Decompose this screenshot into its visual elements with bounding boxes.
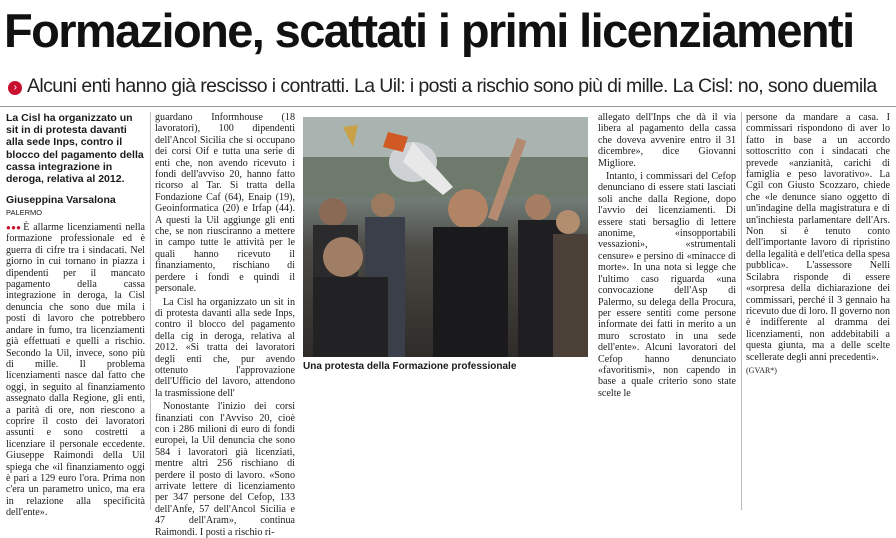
bullet-dots-icon: ●●● — [6, 223, 22, 233]
divider — [0, 106, 896, 107]
dateline: PALERMO — [6, 207, 43, 217]
paragraph: La Cisl ha organizzato un sit in di protesta davanti alla sede Inps, contro il blocco del pagamento della cig in deroga, relativa al 2012. «Si tratta dei lavoratori degli enti che, pur avendo ottenuto l'approvazione dell'Ufficio del lavoro, attendono la trasmissione dell' — [155, 296, 295, 399]
photo-caption: Una protesta della Formazione professionale — [303, 361, 517, 372]
protest-photo-art — [303, 117, 588, 357]
author-signature: (GVAR*) — [746, 365, 777, 375]
column-divider — [741, 112, 742, 510]
arrow-icon: › — [8, 81, 22, 95]
subhead — [8, 73, 888, 99]
paragraph: persone da mandare a casa. I commissari rispondono di aver lo fatto in base a un accordo sottoscritto con i sindacati che prevede «anzianità, carichi di famiglia e peso lavorativo». La Cgil con Giusto Scozzaro, chiede che «le denunce siano oggetto di un'indagine della magistratura e di un'inchiesta parlamentare dell'Ars. Non si è tenuto conto dell'importante lavoro di ripristino della legalità e dell'etica della spesa pubblica». L'assessore Nelli Scilabra risponde di essere «sorpresa della dichiarazione dei commissari, perché il 3 gennaio ha ricevuto due di loro. Il governo non è indifferente al dramma dei licenziamenti, non addebitabili a questa giunta, ma a delle scelte scellerate degli anni precedenti». — [746, 112, 890, 363]
paragraph: Nonostante l'inizio dei corsi finanziati con l'Avviso 20, cioè con i 286 milioni di euro di fondi europei, la Uil denuncia che sono 584 i lavoratori già licenziati, mentre altri 256 rischiano di perdere il posto di lavoro. «Sono arrivate lettere di licenziamento per 347 persone del Cefop, 133 dell'Anfe, 57 dell'Ancol Sicilia e 47 dell'Aram», continua Raimondi. I posti a rischio ri- — [155, 401, 295, 538]
paragraph: guardano Informhouse (18 lavoratori), 100 dipendenti dell'Ancol Sicilia che si occupano dei corsi Oif e tutta una serie di enti che, non avendo ricevuto i fondi dell'avviso 20, hanno fatto ricorso al Tar. Si tratta della Fondazione Caf (64), Enaip (19), Geoinformatica (20) e Irfap (44). A questi la Uil aggiunge gli enti che, se non riusciranno a mettere in campo tutte le attività per le quali hanno ricevuto il finanziamento, rischiano di perdere i fondi e quindi il personale. — [155, 112, 295, 295]
column-2 — [155, 112, 295, 538]
column-4 — [746, 112, 890, 512]
protest-photo — [303, 117, 588, 357]
paragraph: allegato dell'Inps che dà il via libera al pagamento della cassa che doveva avvenire entro il 31 dicembre», dice Giovanni Migliore. — [598, 112, 736, 169]
column-divider — [150, 112, 151, 510]
subhead-text: Alcuni enti hanno già rescisso i contratti. La Uil: i posti a rischio sono più di mille. La Cisl: no, sono duemila — [27, 75, 877, 97]
summary-box: La Cisl ha organizzato un sit in di protesta davanti alla sede Inps, contro il blocco del pagamento della cassa integrazione in deroga, relativa al 2012. — [6, 112, 144, 186]
column-3 — [598, 112, 736, 512]
column-1 — [6, 112, 146, 519]
paragraph: Intanto, i commissari del Cefop denunciano di essere stati lasciati soli anche dalla Regione, dopo l'avvio dei licenziamenti. Di essere stati bersaglio di lettere anonime, «insopportabili vessazioni», «strumentali censure» e persino di «minacce di morte». In una nota si legge che l'ultimo caso riguarda «una convocazione dell'Asp di Palermo, su delega della Procura, per essere sentiti come persone informate dei fatti in merito a un muro scrostato in una sede dell'ente». Alcuni lavoratori del Cefop hanno denunciato «favoritismi», non capendo in base a quale criterio sono state scelte le — [598, 171, 736, 399]
byline: Giuseppina Varsalona — [6, 194, 116, 207]
headline: Formazione, scattati i primi licenziamenti — [4, 4, 854, 57]
paragraph: ●●● È allarme licenziamenti nella formazione professionale ed è guerra di cifre tra i sindacati. Nel giorno in cui tornano in piazza i dipendenti per il mancato pagamento della cassa integrazione in deroga, la Cisl denuncia che sono due mila i posti di lavoro che potrebbero andare in fumo, tra licenziamenti già effettuati e quelli a rischio. Secondo la Uil, invece, sono più di mille. Il problema licenziamenti nasce dal fatto che oggi, in seguito al finanziamento assegnato dalla Regione, gli enti, a parità di ore, non riescono a coprire il costo dei lavoratori assunti e sono costretti a licenziare il personale eccedente. Giuseppe Raimondi della Uil spiega che «il finanziamento oggi è pari a 129 euro l'ora. Prima non c'era un parametro unico, ma era in relazione alla specificità dell'ente». — [6, 222, 146, 519]
